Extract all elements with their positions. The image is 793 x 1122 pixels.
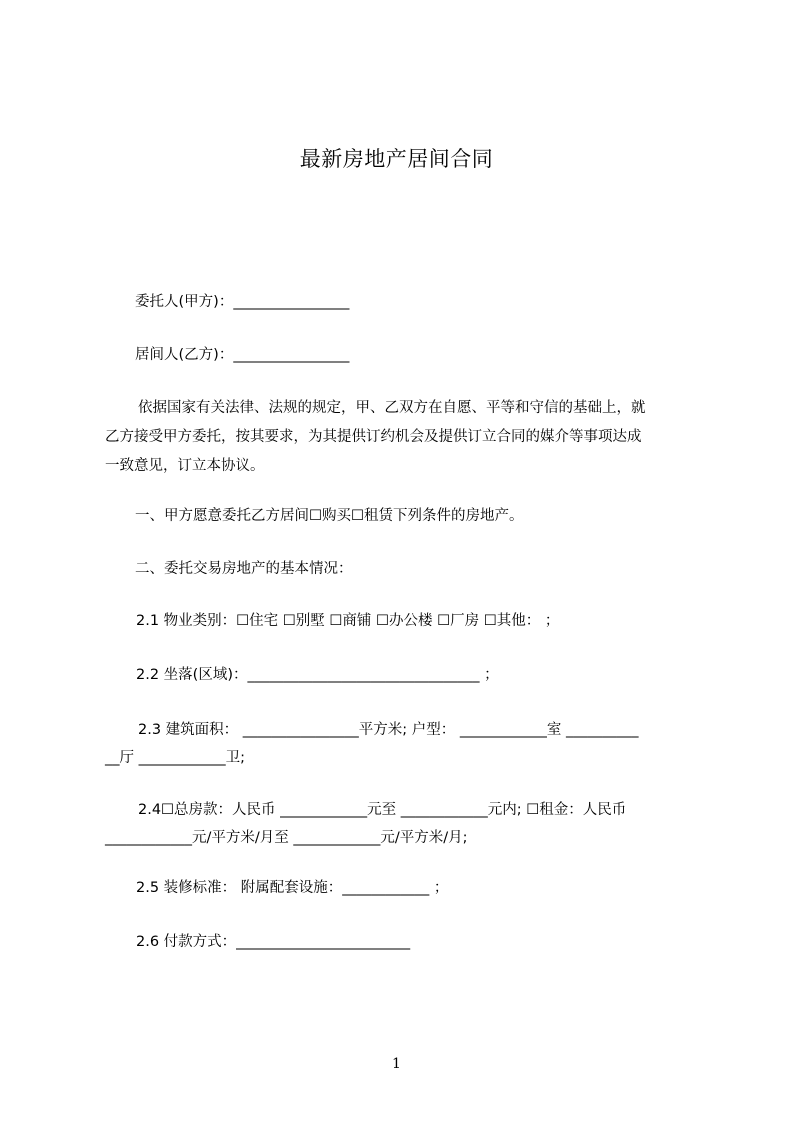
- item-2-5-decoration: 2.5 装修标准： 附属配套设施：____________ ；: [136, 880, 449, 896]
- intro-line-1: 依据国家有关法律、法规的规定，甲、乙双方在自愿、平等和守信的基础上，就: [138, 400, 646, 416]
- item-2-2-location: 2.2 坐落(区域)：________________________________ ；: [136, 667, 499, 683]
- item-2-6-payment: 2.6 付款方式：________________________: [136, 934, 411, 950]
- intro-line-3: 一致意见，订立本协议。: [105, 458, 265, 474]
- client-party-line: 委托人(甲方)：________________: [135, 294, 350, 310]
- broker-party-line: 居间人(乙方)：________________: [135, 347, 350, 363]
- item-2-1-property-type: 2.1 物业类别：☐住宅 ☐别墅 ☐商铺 ☐办公楼 ☐厂房 ☐其他： ；: [136, 613, 560, 629]
- item-2-4-line-2: ____________元/平方米/月至 ____________元/平方米/月;: [105, 830, 468, 846]
- item-2-3-line-2: __厅 ____________卫;: [105, 750, 245, 766]
- intro-line-2: 乙方接受甲方委托，按其要求，为其提供订约机会及提供订立合同的媒介等事项达成: [105, 429, 642, 445]
- item-2-3-line-1: 2.3 建筑面积： ________________平方米; 户型： ____________室 __________: [138, 722, 639, 738]
- document-title: 最新房地产居间合同: [299, 147, 494, 171]
- clause-1: 一、甲方愿意委托乙方居间☐购买☐租赁下列条件的房地产。: [135, 508, 524, 524]
- page-number: 1: [392, 1056, 401, 1072]
- item-2-4-line-1: 2.4☐总房款：人民币 ____________元至 ____________元内; ☐租金：人民币: [138, 802, 627, 818]
- clause-2: 二、委托交易房地产的基本情况：: [135, 561, 353, 577]
